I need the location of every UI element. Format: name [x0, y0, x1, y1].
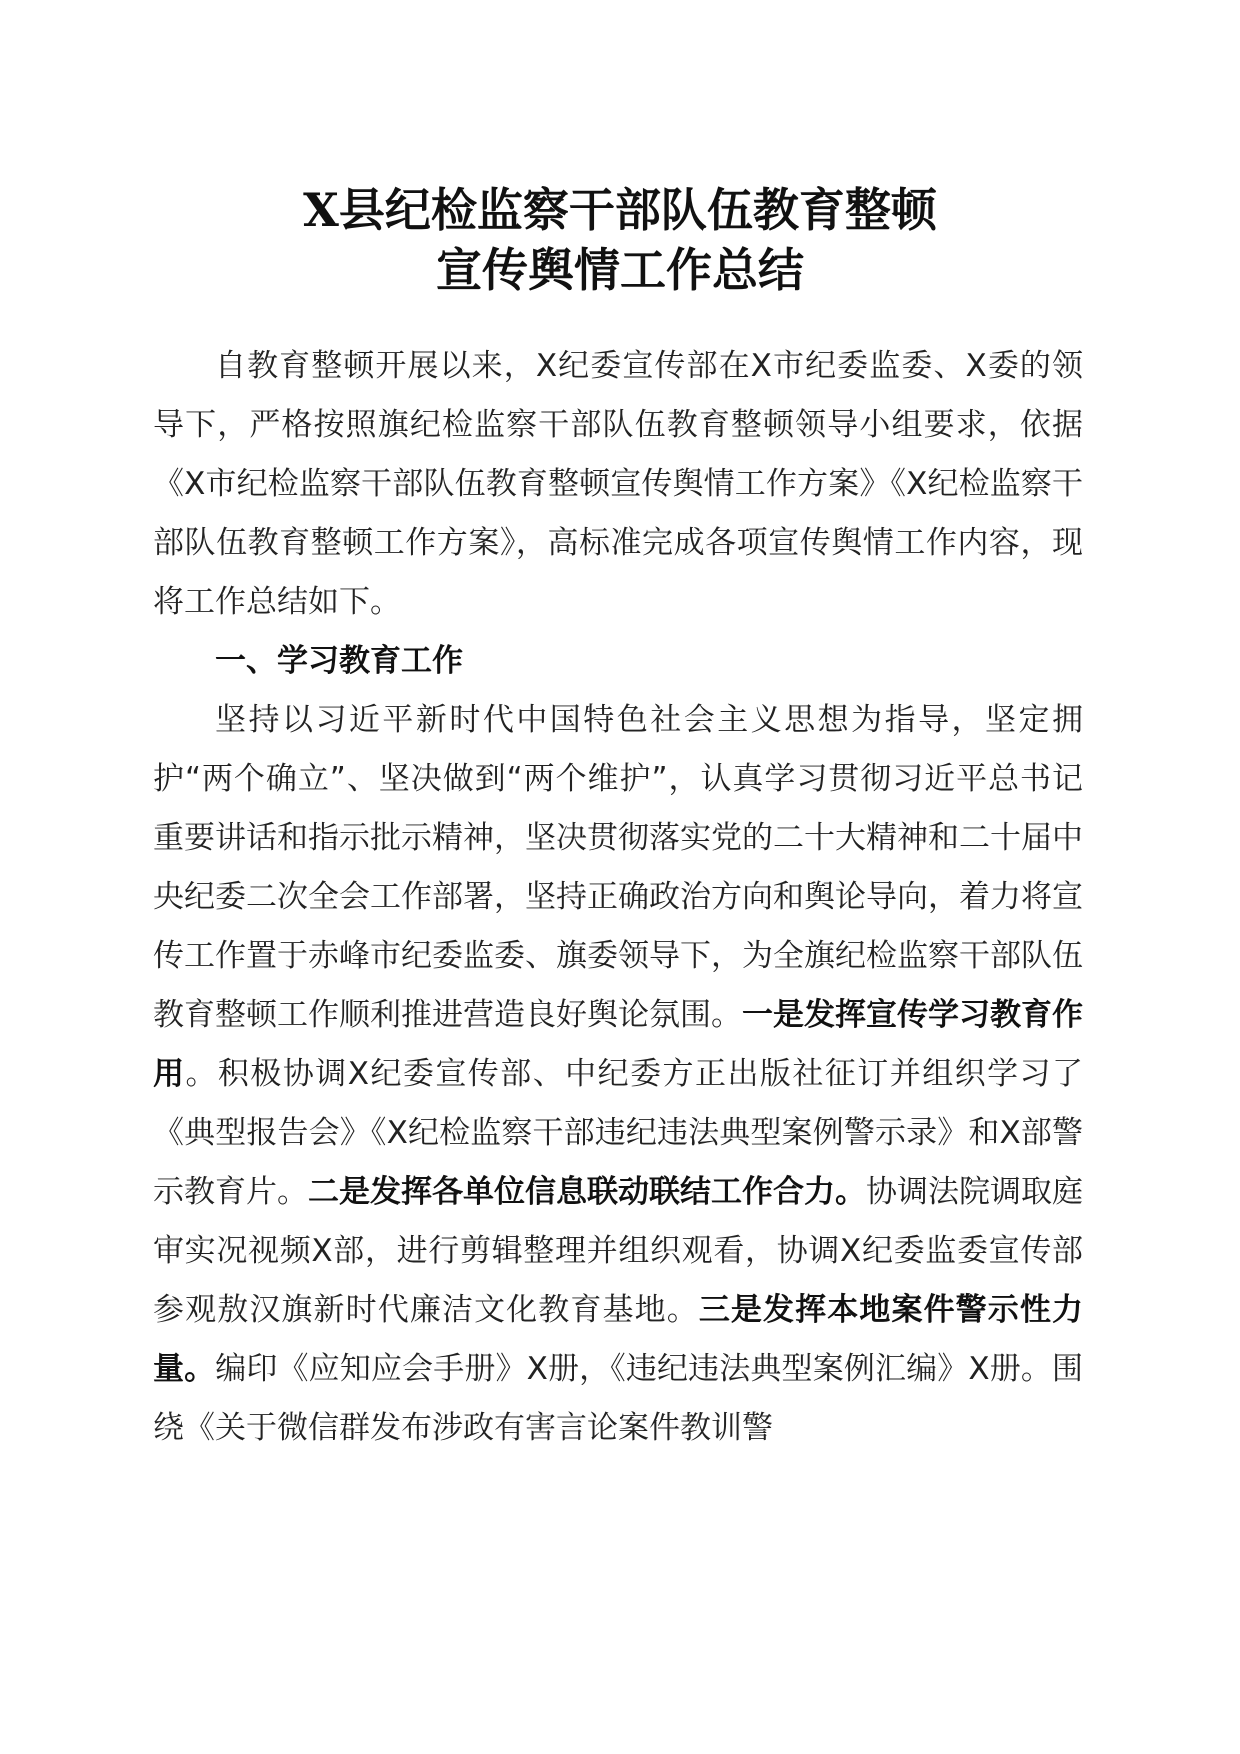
document-title-line-2: 宣传舆情工作总结: [436, 243, 804, 297]
section-heading-1: 一、学习教育工作: [215, 643, 463, 679]
intro-paragraph: 自教育整顿开展以来，X纪委宣传部在X市纪委监委、X委的领导下，严格按照旗纪检监察干部队伍教育整顿领导小组要求，依据《X市纪检监察干部队伍教育整顿宣传舆情工作方案》《X纪检监察干部队伍教育整顿工作方案》，高标准完成各项宣传舆情工作内容，现将工作总结如下。: [153, 348, 1083, 620]
document-title-line-1: X县纪检监察干部队伍教育整顿: [303, 183, 937, 237]
point-1-heading: 一是发挥宣传学习教育作用: [153, 997, 1083, 1092]
document-body: [153, 337, 1083, 1458]
section-1-text: 坚持以习近平新时代中国特色社会主义思想为指导，坚定拥护“两个确立”、坚决做到“两个维护”，认真学习贯彻习近平总书记重要讲话和指示批示精神，坚决贯彻落实党的二十大精神和二十届中央纪委二次全会工作部署，坚持正确政治方向和舆论导向，着力将宣传工作置于赤峰市纪委监委、旗委领导下，为全旗纪检监察干部队伍教育整顿工作顺利推进营造良好舆论氛围。: [153, 702, 1083, 1033]
point-2-text: 协调法院调取庭审实况视频X部，进行剪辑整理并组织观看，协调X纪委监委宣传部参观敖汉旗新时代廉洁文化教育基地。: [153, 1174, 1083, 1328]
point-3-text: 编印《应知应会手册》X册，《违纪违法典型案例汇编》X册。围绕《关于微信群发布涉政有害言论案件教训警: [153, 1351, 1083, 1446]
point-1-text: 。积极协调X纪委宣传部、中纪委方正出版社征订并组织学习了《典型报告会》《X纪检监察干部违纪违法典型案例警示录》和X部警示教育片。: [153, 1056, 1084, 1210]
section-1-paragraph: [153, 691, 1083, 1458]
point-2-heading: 二是发挥各单位信息联动联结工作合力。: [308, 1174, 866, 1210]
point-3-heading: 三是发挥本地案件警示性力量。: [153, 1292, 1084, 1387]
